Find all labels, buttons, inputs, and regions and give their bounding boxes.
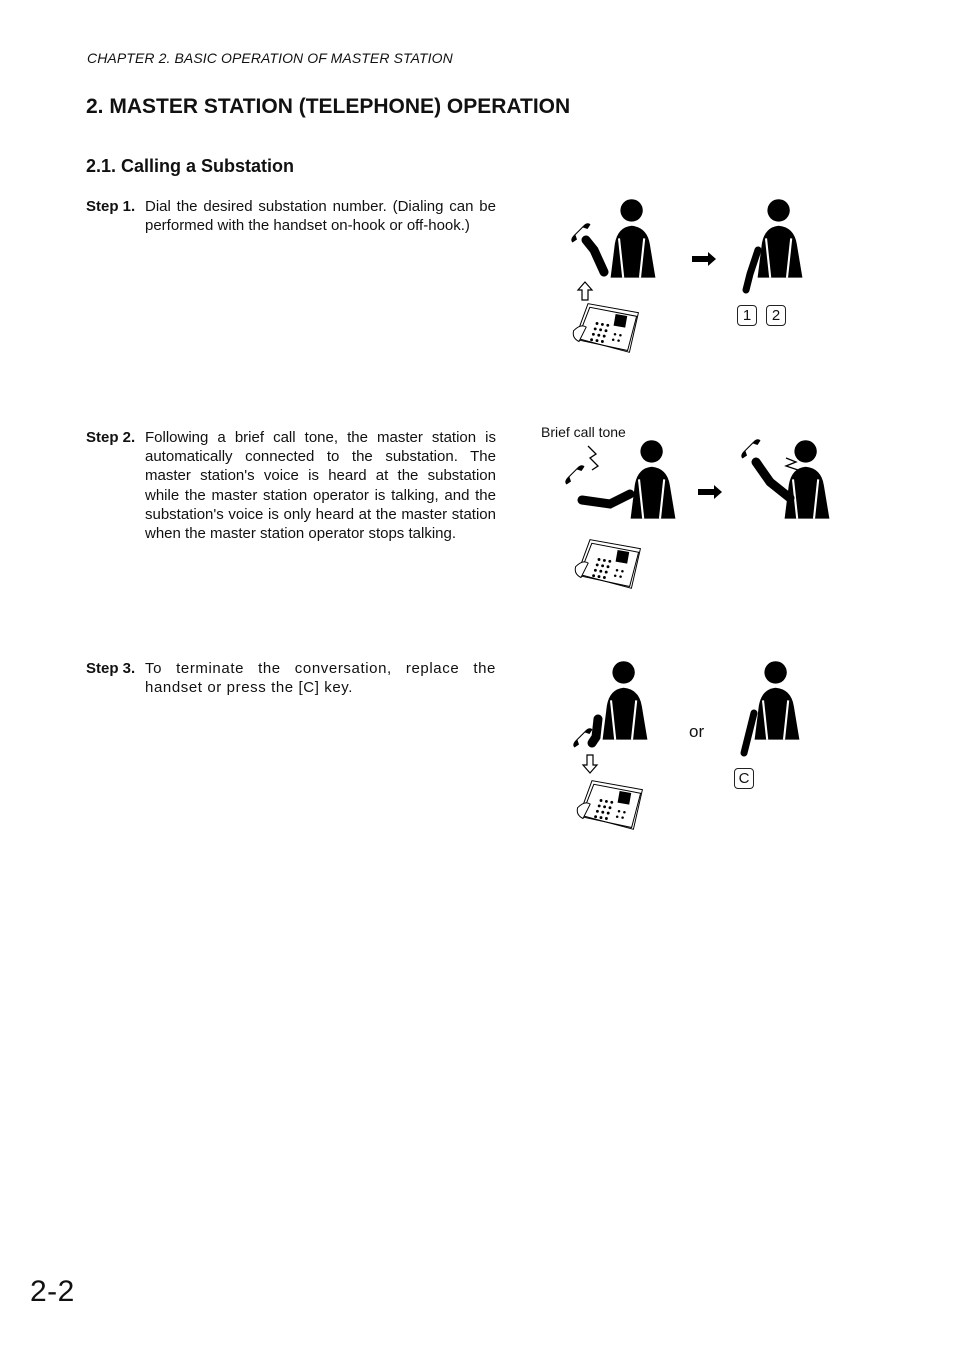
step-3 — [86, 659, 496, 697]
step-2 — [86, 428, 496, 543]
brief-call-tone-caption: Brief call tone — [541, 424, 626, 440]
step-label: Step 3. — [86, 660, 136, 677]
telephone-icon — [575, 540, 640, 589]
up-arrow-icon — [578, 282, 592, 300]
step-1-illustration — [560, 192, 850, 364]
key-2: 2 — [766, 305, 786, 326]
page-number: 2-2 — [30, 1275, 75, 1308]
right-arrow-icon — [698, 485, 722, 499]
key-pressing-operator-figure — [744, 661, 799, 753]
operator-figure — [565, 440, 675, 518]
or-text: or — [689, 722, 705, 741]
step-text: Dial the desired substation number. (Dialing can be performed with the handset on-hook or off-hook.) — [145, 198, 496, 235]
telephone-icon — [577, 781, 642, 830]
ring-tone-icon — [588, 446, 598, 470]
voice-icon — [786, 458, 798, 470]
operator-figure — [573, 661, 647, 747]
handset-icon — [741, 439, 760, 458]
right-arrow-icon — [692, 252, 716, 266]
subsection-title: 2.1. Calling a Substation — [86, 156, 295, 176]
section-title: 2. MASTER STATION (TELEPHONE) OPERATION — [86, 95, 571, 118]
step-2-illustration — [560, 434, 850, 600]
step-text: Following a brief call tone, the master station is automatically connected to the substation. The master station's voice is heard at the substation while the master station operator is talking, and the substation's voice is only heard at the master station when the master station operator stops talking. — [145, 429, 496, 543]
running-head: CHAPTER 2. BASIC OPERATION OF MASTER STATION — [87, 50, 453, 66]
down-arrow-icon — [583, 755, 597, 773]
step-1 — [86, 197, 496, 235]
telephone-icon — [573, 304, 638, 353]
key-1: 1 — [737, 305, 757, 326]
handset-icon — [565, 465, 584, 484]
step-text: To terminate the conversation, replace the handset or press the [C] key. — [145, 660, 496, 697]
key-c: C — [734, 768, 754, 789]
talking-operator-figure — [741, 439, 829, 518]
step-label: Step 2. — [86, 429, 136, 446]
step-3-illustration — [560, 655, 850, 837]
step-label: Step 1. — [86, 198, 136, 215]
dialing-operator-figure — [746, 199, 802, 290]
operator-figure — [571, 199, 655, 277]
